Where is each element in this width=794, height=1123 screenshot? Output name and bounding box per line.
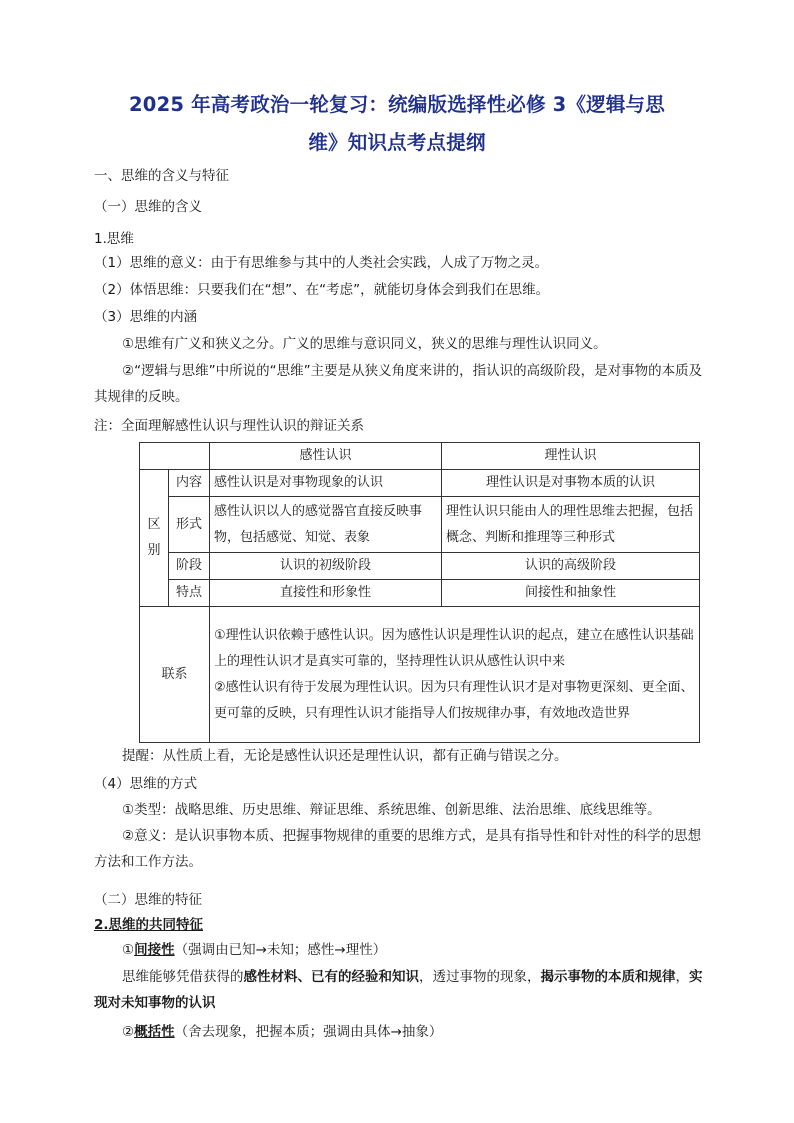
paragraph-1-3b: ②“逻辑与思维”中所说的“思维”主要是从狭义角度来讲的，指认识的高级阶段，是对事物的本质及其规律的反映。: [94, 363, 703, 405]
explanation-part: ，透过事物的现象，: [419, 969, 541, 985]
point-heading-1: 1.思维: [94, 231, 134, 247]
link-point-1: ①理性认识依赖于感性认识。因为感性认识是理性认识的起点，建立在感性认识基础上的理性认识才是真实可靠的，坚持理性认识从感性认识中来: [214, 627, 694, 669]
difference-group-label: 区别: [140, 470, 169, 607]
cell-rational: 间接性和抽象性: [442, 580, 700, 607]
link-point-2: ②感性认识有待于发展为理性认识。因为只有理性认识才是对事物更深刻、更全面、更可靠的反映，只有理性认识才能指导人们按规律办事，有效地改造世界: [214, 679, 694, 721]
header-perceptual: 感性认识: [210, 443, 442, 470]
paragraph-1-2: （2）体悟思维：只要我们在“想”、在“考虑”，就能切身体会到我们在思维。: [94, 282, 550, 298]
reminder-note: 提醒：从性质上看，无论是感性认识还是理性认识，都有正确与错误之分。: [122, 748, 568, 764]
cell-perceptual: 认识的初级阶段: [210, 553, 442, 580]
feature-description: （强调由已知→未知；感性→理性）: [174, 942, 387, 958]
paragraph-1-4b: ②意义：是认识事物本质、把握事物规律的重要的思维方式，是具有指导性和针对性的科学的思想方法和工作方法。: [94, 828, 702, 870]
row-label: 形式: [169, 497, 210, 553]
table-corner-cell: [140, 443, 210, 470]
feature-description: （舍去现象，把握本质；强调由具体→抽象）: [174, 1024, 443, 1040]
subsection-heading-1: （一）思维的含义: [94, 199, 202, 215]
table-link-row: [140, 607, 700, 743]
comparison-table: [139, 442, 700, 743]
feature-indirectness: [122, 940, 386, 960]
cell-rational: 理性认识是对事物本质的认识: [442, 470, 700, 497]
cell-rational: 理性认识只能由人的理性思维去把握，包括概念、判断和推理等三种形式: [442, 497, 700, 553]
title-line-1: 2025 年高考政治一轮复习：统编版选择性必修 3《逻辑与思: [129, 93, 665, 116]
cell-rational: 认识的高级阶段: [442, 553, 700, 580]
explanation-part: ，: [675, 969, 689, 985]
table-row: [140, 553, 700, 580]
table-note: 注：全面理解感性认识与理性认识的辩证关系: [94, 418, 364, 434]
row-label: 特点: [169, 580, 210, 607]
cell-perceptual: 感性认识是对事物现象的认识: [210, 470, 442, 497]
feature-term: 间接性: [134, 942, 175, 958]
feature-generality: [122, 1022, 442, 1042]
paragraph-1-3: （3）思维的内涵: [94, 309, 198, 325]
feature-number: ②: [122, 1024, 135, 1040]
feature-term: 概括性: [134, 1024, 175, 1040]
section-heading-1: 一、思维的含义与特征: [94, 168, 229, 184]
header-rational: 理性认识: [442, 443, 700, 470]
point-heading-2-text: 2.思维的共同特征: [94, 917, 204, 933]
explanation-emphasis: 揭示事物的本质和规律: [540, 969, 676, 985]
cell-perceptual: 感性认识以人的感觉器官直接反映事物，包括感觉、知觉、表象: [210, 497, 442, 553]
link-content: [210, 607, 700, 743]
explanation-emphasis: 实现对未知事物的认识: [94, 969, 703, 1011]
paragraph-1-1: （1）思维的意义：由于有思维参与其中的人类社会实践，人成了万物之灵。: [94, 255, 549, 271]
document-title: [90, 86, 704, 162]
subsection-heading-2: （二）思维的特征: [94, 892, 202, 908]
link-label: 联系: [140, 607, 210, 743]
table-row: [140, 470, 700, 497]
table-row: [140, 497, 700, 553]
title-line-2: 维》知识点考点提纲: [308, 131, 486, 154]
indirectness-explanation: [94, 964, 706, 1016]
paragraph-1-3a: ①思维有广义和狭义之分。广义的思维与意识同义，狭义的思维与理性认识同义。: [122, 336, 607, 352]
row-label: 内容: [169, 470, 210, 497]
explanation-emphasis: 感性材料、已有的经验和知识: [243, 969, 419, 985]
explanation-part: 思维能够凭借获得的: [122, 969, 244, 985]
table-row: [140, 580, 700, 607]
row-label: 阶段: [169, 553, 210, 580]
paragraph-1-4: （4）思维的方式: [94, 776, 198, 792]
paragraph-1-4a: ①类型：战略思维、历史思维、辩证思维、系统思维、创新思维、法治思维、底线思维等。: [122, 802, 661, 818]
feature-number: ①: [122, 942, 135, 958]
cell-perceptual: 直接性和形象性: [210, 580, 442, 607]
point-heading-2: [94, 915, 203, 935]
table-header-row: [140, 443, 700, 470]
